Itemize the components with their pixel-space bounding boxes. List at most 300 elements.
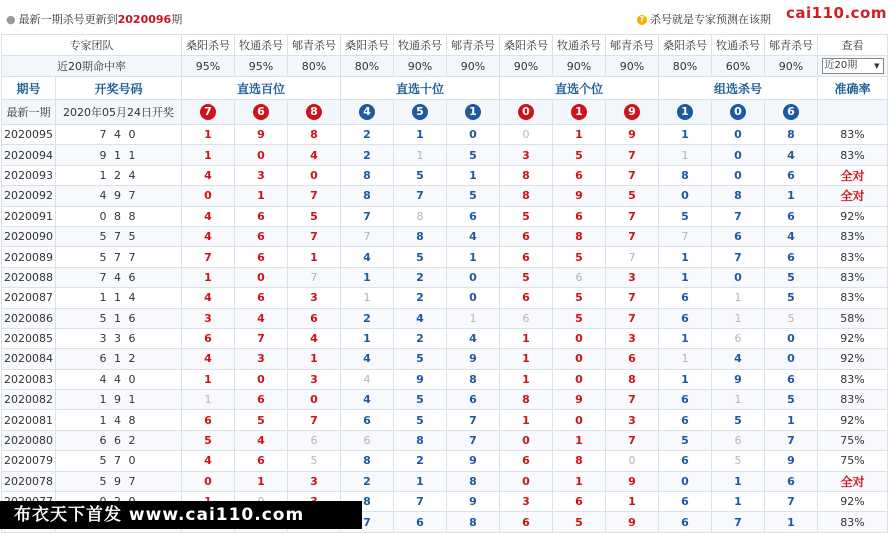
kill-cell-value: 4 xyxy=(787,148,795,162)
kill-cell xyxy=(394,206,447,226)
kill-cell-value: 7 xyxy=(310,413,318,427)
kill-cell-value: 7 xyxy=(628,250,636,264)
lottery-cell xyxy=(56,369,182,389)
kill-cell xyxy=(447,226,500,246)
expert-name: 郇青杀号 xyxy=(447,35,500,56)
kill-cell xyxy=(341,125,394,145)
kill-cell xyxy=(712,492,765,512)
lottery-cell-value: 5 7 7 xyxy=(99,250,138,264)
kill-cell xyxy=(288,247,341,267)
kill-cell xyxy=(500,308,553,328)
kill-cell-value: 1 xyxy=(681,372,689,386)
kill-cell-value: 0 xyxy=(628,454,636,468)
accuracy-cell xyxy=(818,308,888,328)
latest-pick-cell xyxy=(553,100,606,125)
view-label: 查看 xyxy=(818,35,888,56)
group-combo: 组选杀号 xyxy=(659,77,818,100)
kill-cell xyxy=(447,349,500,369)
kill-cell-value: 0 xyxy=(522,474,530,488)
kill-cell-value: 6 xyxy=(681,413,689,427)
issue-cell-value: 2020090 xyxy=(4,230,53,244)
kill-cell-value: 4 xyxy=(204,168,212,182)
kill-cell-value: 1 xyxy=(363,291,371,305)
kill-cell xyxy=(659,226,712,246)
kill-cell xyxy=(447,451,500,471)
kill-cell-value: 3 xyxy=(522,495,530,509)
kill-cell-value: 5 xyxy=(416,168,424,182)
kill-cell-value: 5 xyxy=(628,189,636,203)
accuracy-cell-value: 75% xyxy=(840,454,865,468)
kill-cell-value: 9 xyxy=(416,372,424,386)
latest-label: 最新一期 xyxy=(2,100,56,125)
kill-cell xyxy=(553,451,606,471)
kill-cell-value: 1 xyxy=(363,270,371,284)
kill-cell-value: 1 xyxy=(734,393,742,407)
kill-cell xyxy=(712,369,765,389)
kill-cell-value: 2 xyxy=(416,270,424,284)
kill-cell-value: 5 xyxy=(575,311,583,325)
issue-cell-value: 2020091 xyxy=(4,209,53,223)
kill-cell xyxy=(553,308,606,328)
kill-cell-value: 5 xyxy=(734,454,742,468)
kill-cell-value: 6 xyxy=(257,250,265,264)
kill-cell xyxy=(235,267,288,287)
kill-cell xyxy=(606,186,659,206)
kill-cell xyxy=(500,390,553,410)
brand-logo: cai110.com xyxy=(786,4,887,22)
hit-rate: 60% xyxy=(712,56,765,77)
kill-cell-value: 4 xyxy=(787,230,795,244)
issue-cell-value: 2020079 xyxy=(4,454,53,468)
accuracy-cell xyxy=(818,206,888,226)
kill-cell-value: 0 xyxy=(734,128,742,142)
kill-cell xyxy=(288,226,341,246)
kill-cell xyxy=(553,512,606,532)
issue-cell-value: 2020089 xyxy=(4,250,53,264)
lottery-cell xyxy=(56,267,182,287)
kill-cell-value: 0 xyxy=(257,148,265,162)
lottery-cell-value: 5 1 6 xyxy=(99,311,138,325)
accuracy-cell xyxy=(818,247,888,267)
kill-cell-value: 7 xyxy=(628,434,636,448)
kill-cell xyxy=(659,165,712,185)
kill-cell-value: 9 xyxy=(469,352,477,366)
latest-pick-cell xyxy=(182,100,235,125)
kill-cell xyxy=(235,125,288,145)
issue-cell xyxy=(2,430,56,450)
kill-cell xyxy=(235,430,288,450)
kill-cell-value: 0 xyxy=(787,332,795,346)
kill-cell-value: 4 xyxy=(310,148,318,162)
kill-cell-value: 8 xyxy=(416,209,424,223)
accuracy-cell-value: 58% xyxy=(840,311,865,325)
lottery-cell xyxy=(56,288,182,308)
kill-cell-value: 1 xyxy=(787,515,795,529)
kill-cell xyxy=(235,369,288,389)
latest-pick-cell xyxy=(606,100,659,125)
kill-cell xyxy=(500,430,553,450)
accuracy-cell-value: 92% xyxy=(840,413,865,427)
kill-cell-value: 0 xyxy=(469,270,477,284)
kill-cell-value: 7 xyxy=(628,393,636,407)
kill-cell xyxy=(765,390,818,410)
kill-cell-value: 8 xyxy=(469,372,477,386)
kill-cell xyxy=(447,430,500,450)
kill-cell xyxy=(500,349,553,369)
kill-cell xyxy=(606,390,659,410)
kill-cell-value: 6 xyxy=(522,515,530,529)
kill-cell xyxy=(659,369,712,389)
kill-cell xyxy=(182,226,235,246)
kill-cell-value: 0 xyxy=(204,474,212,488)
kill-cell xyxy=(447,247,500,267)
kill-cell xyxy=(394,247,447,267)
kill-cell-value: 1 xyxy=(469,250,477,264)
kill-cell-value: 8 xyxy=(363,495,371,509)
kill-cell xyxy=(765,267,818,287)
kill-cell-value: 8 xyxy=(363,189,371,203)
issue-cell xyxy=(2,165,56,185)
kill-cell xyxy=(235,226,288,246)
kill-cell xyxy=(712,125,765,145)
kill-cell-value: 8 xyxy=(681,168,689,182)
period-select[interactable] xyxy=(822,58,884,74)
kill-cell-value: 2 xyxy=(363,148,371,162)
kill-cell xyxy=(606,410,659,430)
kill-cell-value: 1 xyxy=(204,128,212,142)
kill-cell xyxy=(765,410,818,430)
lottery-cell-value: 9 1 1 xyxy=(99,148,138,162)
kill-cell-value: 6 xyxy=(469,393,477,407)
kill-cell xyxy=(659,267,712,287)
kill-cell-value: 7 xyxy=(628,311,636,325)
kill-cell xyxy=(235,288,288,308)
blue-ball: 1 xyxy=(465,104,481,120)
lottery-cell-value: 3 3 6 xyxy=(99,332,138,346)
kill-cell xyxy=(288,430,341,450)
lottery-cell-value: 7 4 6 xyxy=(99,270,138,284)
kill-cell-value: 6 xyxy=(522,230,530,244)
kill-cell xyxy=(394,430,447,450)
kill-cell-value: 1 xyxy=(681,250,689,264)
kill-cell xyxy=(182,206,235,226)
table-row xyxy=(2,410,888,430)
kill-cell xyxy=(341,430,394,450)
red-ball: 0 xyxy=(518,104,534,120)
kill-cell-value: 8 xyxy=(522,168,530,182)
latest-pick-cell xyxy=(394,100,447,125)
kill-cell-value: 7 xyxy=(628,230,636,244)
latest-date: 2020年05月24日开奖 xyxy=(56,100,182,125)
group-header-row xyxy=(2,77,888,100)
kill-cell-value: 6 xyxy=(310,434,318,448)
kill-cell xyxy=(553,267,606,287)
kill-cell-value: 6 xyxy=(204,413,212,427)
accuracy-cell-value: 83% xyxy=(840,250,865,264)
kill-cell xyxy=(712,145,765,165)
kill-cell-value: 9 xyxy=(575,393,583,407)
kill-cell-value: 5 xyxy=(787,393,795,407)
kill-cell-value: 8 xyxy=(787,128,795,142)
kill-cell-value: 4 xyxy=(204,454,212,468)
kill-cell-value: 1 xyxy=(469,311,477,325)
kill-cell xyxy=(394,165,447,185)
kill-cell xyxy=(288,267,341,287)
kill-cell xyxy=(182,288,235,308)
kill-cell xyxy=(553,471,606,491)
kill-cell-value: 3 xyxy=(628,270,636,284)
issue-cell xyxy=(2,247,56,267)
issue-cell-value: 2020093 xyxy=(4,168,53,182)
accuracy-cell-value: 83% xyxy=(840,515,865,529)
kill-cell-value: 6 xyxy=(257,454,265,468)
kill-cell xyxy=(659,328,712,348)
kill-cell xyxy=(553,145,606,165)
kill-cell-value: 0 xyxy=(734,168,742,182)
kill-cell-value: 5 xyxy=(416,393,424,407)
kill-cell xyxy=(235,145,288,165)
lottery-cell-value: 7 4 0 xyxy=(99,128,138,142)
kill-cell xyxy=(288,369,341,389)
kill-cell-value: 3 xyxy=(310,372,318,386)
kill-cell-value: 6 xyxy=(681,393,689,407)
kill-cell-value: 1 xyxy=(416,128,424,142)
kill-cell-value: 6 xyxy=(787,372,795,386)
kill-cell xyxy=(553,349,606,369)
table-row xyxy=(2,471,888,491)
lottery-label: 开奖号码 xyxy=(56,77,182,100)
kill-cell-value: 3 xyxy=(257,352,265,366)
hit-rate: 90% xyxy=(500,56,553,77)
latest-issue-link[interactable]: 2020096 xyxy=(117,13,172,26)
kill-cell xyxy=(712,247,765,267)
kill-cell-value: 8 xyxy=(416,434,424,448)
kill-cell xyxy=(288,349,341,369)
kill-cell-value: 5 xyxy=(522,209,530,223)
kill-cell xyxy=(500,165,553,185)
accuracy-cell-value: 83% xyxy=(840,393,865,407)
kill-cell-value: 7 xyxy=(628,209,636,223)
kill-cell xyxy=(606,267,659,287)
expert-name: 桑阳杀号 xyxy=(341,35,394,56)
kill-cell xyxy=(500,125,553,145)
kill-cell-value: 4 xyxy=(204,209,212,223)
lottery-cell-value: 6 6 2 xyxy=(99,434,138,448)
kill-cell-value: 6 xyxy=(522,291,530,305)
kill-cell-value: 7 xyxy=(628,168,636,182)
kill-cell-value: 7 xyxy=(734,209,742,223)
kill-cell-value: 9 xyxy=(787,454,795,468)
kill-cell-value: 7 xyxy=(787,434,795,448)
hit-rate: 90% xyxy=(553,56,606,77)
kill-cell-value: 8 xyxy=(310,128,318,142)
kill-cell xyxy=(182,308,235,328)
table-row xyxy=(2,430,888,450)
kill-cell xyxy=(765,288,818,308)
kill-cell-value: 5 xyxy=(416,352,424,366)
kill-cell xyxy=(659,471,712,491)
kill-cell xyxy=(659,349,712,369)
accuracy-cell-value: 92% xyxy=(840,332,865,346)
kill-cell-value: 1 xyxy=(681,128,689,142)
kill-cell xyxy=(182,390,235,410)
accuracy-cell xyxy=(818,328,888,348)
kill-cell xyxy=(659,430,712,450)
accuracy-cell xyxy=(818,410,888,430)
expert-name: 牧通杀号 xyxy=(235,35,288,56)
kill-cell xyxy=(606,492,659,512)
kill-cell-value: 6 xyxy=(734,434,742,448)
latest-pick-cell xyxy=(712,100,765,125)
kill-cell-value: 5 xyxy=(204,434,212,448)
kill-cell xyxy=(553,206,606,226)
kill-cell xyxy=(712,288,765,308)
kill-cell-value: 8 xyxy=(734,189,742,203)
kill-cell xyxy=(500,492,553,512)
kill-cell xyxy=(500,226,553,246)
kill-cell xyxy=(500,267,553,287)
accuracy-cell-value: 全对 xyxy=(840,474,865,489)
kill-cell-value: 7 xyxy=(628,291,636,305)
kill-cell xyxy=(447,145,500,165)
kill-cell-value: 4 xyxy=(469,230,477,244)
hit-rate: 90% xyxy=(394,56,447,77)
lottery-cell-value: 1 2 4 xyxy=(99,168,138,182)
kill-cell xyxy=(765,308,818,328)
kill-cell xyxy=(341,145,394,165)
kill-cell-value: 5 xyxy=(575,515,583,529)
kill-cell xyxy=(394,492,447,512)
kill-cell xyxy=(553,125,606,145)
kill-cell xyxy=(288,390,341,410)
kill-cell xyxy=(182,349,235,369)
accuracy-cell xyxy=(818,390,888,410)
kill-cell-value: 1 xyxy=(257,474,265,488)
kill-cell xyxy=(606,125,659,145)
kill-cell-value: 4 xyxy=(363,250,371,264)
issue-cell-value: 2020085 xyxy=(4,332,53,346)
kill-cell-value: 5 xyxy=(257,413,265,427)
kill-cell xyxy=(341,206,394,226)
kill-cell xyxy=(606,206,659,226)
chevron-down-icon: ▼ xyxy=(874,62,880,70)
kill-cell-value: 2 xyxy=(363,311,371,325)
kill-cell xyxy=(500,206,553,226)
blue-ball: 6 xyxy=(783,104,799,120)
kill-cell-value: 0 xyxy=(575,332,583,346)
red-ball: 8 xyxy=(306,104,322,120)
kill-cell-value: 3 xyxy=(522,148,530,162)
kill-cell-value: 7 xyxy=(628,148,636,162)
red-ball: 9 xyxy=(624,104,640,120)
accuracy-cell xyxy=(818,267,888,287)
kill-cell-value: 1 xyxy=(469,168,477,182)
kill-cell-value: 1 xyxy=(681,270,689,284)
table-row xyxy=(2,328,888,348)
accuracy-cell xyxy=(818,125,888,145)
kill-cell xyxy=(235,451,288,471)
issue-cell xyxy=(2,308,56,328)
kill-cell-value: 8 xyxy=(575,454,583,468)
kill-cell-value: 6 xyxy=(734,332,742,346)
kill-cell-value: 5 xyxy=(575,250,583,264)
kill-cell xyxy=(447,288,500,308)
kill-cell-value: 1 xyxy=(734,495,742,509)
kill-cell xyxy=(765,165,818,185)
kill-cell-value: 2 xyxy=(416,332,424,346)
kill-cell-value: 0 xyxy=(522,434,530,448)
accuracy-cell xyxy=(818,369,888,389)
kill-cell xyxy=(182,247,235,267)
lottery-cell xyxy=(56,165,182,185)
kill-cell xyxy=(447,165,500,185)
lottery-cell xyxy=(56,328,182,348)
kill-cell xyxy=(606,165,659,185)
period-select-cell xyxy=(818,56,888,77)
accuracy-cell-value: 83% xyxy=(840,291,865,305)
kill-cell-value: 0 xyxy=(575,413,583,427)
latest-pick-cell xyxy=(341,100,394,125)
kill-cell-value: 5 xyxy=(469,148,477,162)
kill-cell xyxy=(394,267,447,287)
lottery-cell xyxy=(56,206,182,226)
kill-cell-value: 9 xyxy=(628,128,636,142)
kill-cell-value: 1 xyxy=(787,413,795,427)
kill-cell xyxy=(500,410,553,430)
lottery-cell xyxy=(56,349,182,369)
kill-cell-value: 7 xyxy=(363,209,371,223)
accuracy-cell xyxy=(818,512,888,532)
expert-name: 牧通杀号 xyxy=(394,35,447,56)
kill-cell-value: 2 xyxy=(416,454,424,468)
issue-cell-value: 2020094 xyxy=(4,148,53,162)
kill-cell xyxy=(341,288,394,308)
kill-cell-value: 1 xyxy=(310,352,318,366)
kill-cell-value: 5 xyxy=(734,413,742,427)
kill-cell xyxy=(235,186,288,206)
kill-cell-value: 5 xyxy=(416,250,424,264)
kill-cell xyxy=(606,349,659,369)
kill-cell-value: 1 xyxy=(204,270,212,284)
kill-cell xyxy=(606,247,659,267)
kill-cell-value: 1 xyxy=(310,250,318,264)
kill-cell-value: 1 xyxy=(681,148,689,162)
kill-cell xyxy=(606,145,659,165)
kill-cell xyxy=(659,145,712,165)
kill-cell xyxy=(394,186,447,206)
kill-cell xyxy=(659,492,712,512)
table-row xyxy=(2,226,888,246)
lottery-cell-value: 5 7 5 xyxy=(99,230,138,244)
kill-cell-value: 7 xyxy=(310,230,318,244)
kill-cell xyxy=(712,186,765,206)
kill-cell-value: 0 xyxy=(575,372,583,386)
kill-cell xyxy=(394,145,447,165)
kill-cell-value: 0 xyxy=(787,352,795,366)
expert-name: 牧通杀号 xyxy=(553,35,606,56)
kill-cell-value: 4 xyxy=(310,332,318,346)
bullet-icon: ● xyxy=(6,13,16,26)
kill-cell xyxy=(447,206,500,226)
kill-cell-value: 6 xyxy=(363,434,371,448)
blue-ball: 0 xyxy=(730,104,746,120)
kill-cell xyxy=(553,226,606,246)
period-label: 期号 xyxy=(2,77,56,100)
accuracy-cell-value: 全对 xyxy=(840,189,865,204)
kill-cell-value: 6 xyxy=(575,209,583,223)
kill-cell-value: 1 xyxy=(787,189,795,203)
expert-name: 郇青杀号 xyxy=(765,35,818,56)
